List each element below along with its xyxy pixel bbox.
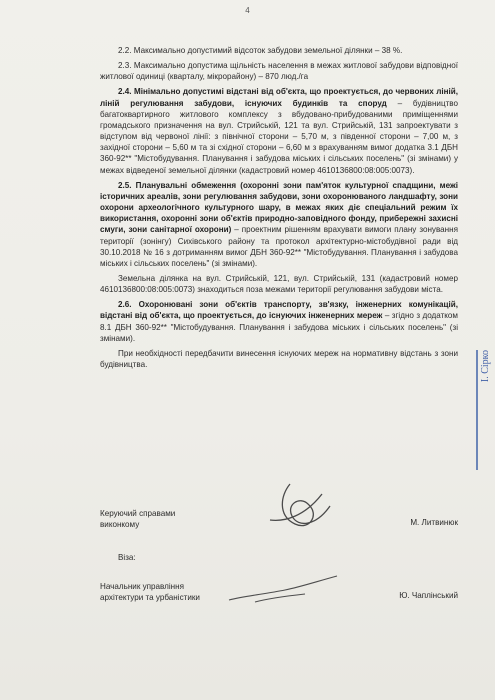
document-body [100,45,458,370]
paragraph-2-4-heading: 2.4. Мінімально допустимі відстані від об'єкта, що проектується, до червоних ліній, ліній регулювання забудови, існуючих будинків та споруд [100,87,458,108]
manager-title-line2: виконкому [100,520,140,529]
paragraph-2-5 [100,180,458,269]
manager-signature-scribble [250,476,340,536]
head-name: Ю. Чаплінський [399,591,458,600]
head-title [100,581,200,603]
paragraph-2-6-body: – згідно з додатком 8.1 ДБН 360-92** "Містобудування. Планування і забудова міських і сільських поселень" (зі змінами). [100,311,458,343]
paragraph-2-6 [100,299,458,344]
paragraph-2-4-body: – будівництво багатоквартирного житлового комплексу з вбудовано-прибудованими приміщеннями громадського призначення на вул. Стрийській, 121 та вул. Стрийській, 131 запроектувати з відступом від червоної лінії: з північної сторони – 5,70 м, з південної сторони – 7,00 м, з західної сторони – 5,60 м та зі східної сторони – 6,60 м з врахуванням вимог додатка 3.1 ДБН 360-92** "Містобудування. Планування і забудова міських і сільських поселень" (зі змінами) у межах відведеної земельної ділянки (кадастровий номер 4610136800:08:005:0073). [100,98,458,175]
paragraph-2-5-body: – проектним рішенням врахувати вимоги плану зонування території (зонінгу) Сихівського району та протокол архітектурно-містобудівної ради від 30.10.2018 № 16 з дотриманням вимог ДБН 360-92** "Містобудування. Планування і забудова міських і сільських поселень" (зі змінами). [100,225,459,268]
page-number: 4 [245,6,250,15]
head-title-line2: архітектури та урбаністики [100,593,200,602]
visa-block [100,552,458,564]
paragraph-2-6-heading: 2.6. Охоронювані зони об'єктів транспорту, зв'язку, інженерних комунікацій, відстані від об'єкта, що проектується, до існуючих інженерних мереж [100,300,458,321]
head-title-line1: Начальник управління [100,582,184,591]
paragraph-2-5-heading: 2.5. Планувальні обмеження (охоронні зони пам'яток культурної спадщини, межі історичних ареалів, зони регулювання забудови, зони охоронюваного ландшафту, зони охорони археологічного культурного шару, в межах яких діє спеціальний режим їх використання, охоронні зони об'єктів природно-заповідного фонду, прибережні захисні смуги, зони санітарної охорони) [100,180,458,235]
manager-title-line1: Керуючий справами [100,509,176,518]
paragraph-final: При необхідності передбачити винесення існуючих мереж на нормативну відстань з зони будівництва. [100,348,458,370]
head-signature-scribble [225,572,345,612]
paragraph-2-5-extra: Земельна ділянка на вул. Стрийській, 121, вул. Стрийській, 131 (кадастровий номер 4610136800:08:005:0073) знаходиться поза межами території регулювання забудови міста. [100,273,458,295]
visa-label: Віза: [118,553,136,562]
side-stamp [476,350,492,470]
paragraph-2-3: 2.3. Максимально допустима щільність населення в межах житлової забудови відповідної житлової одиниці (кварталу, мікрорайону) – 870 люд./га [100,61,458,82]
manager-name: М. Литвинюк [410,518,458,527]
manager-title [100,508,175,530]
paragraph-2-2: 2.2. Максимально допустимий відсоток забудови земельної ділянки – 38 %. [118,46,403,55]
paragraph-2-4 [100,86,458,175]
side-stamp-text: І. Сірко [480,350,491,383]
